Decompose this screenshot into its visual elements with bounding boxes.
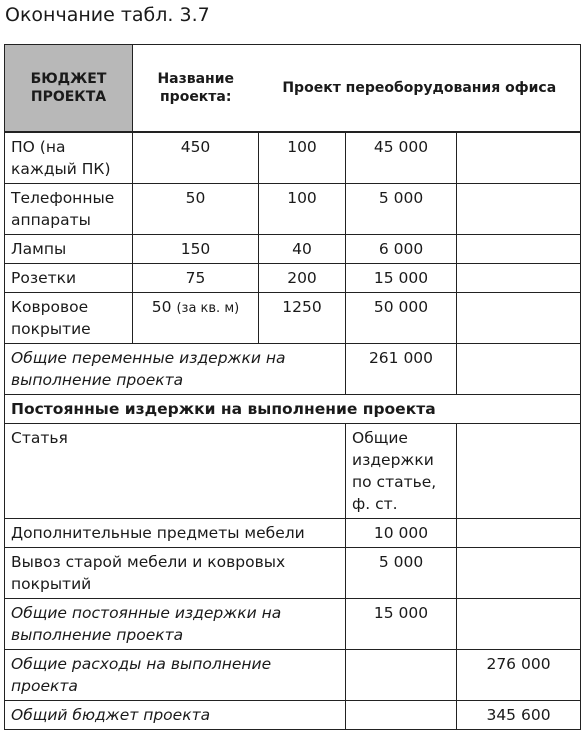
item-name: Розетки xyxy=(5,264,133,293)
table-header-row xyxy=(5,45,581,133)
item-qty: 50 xyxy=(133,184,259,235)
empty-cell xyxy=(457,235,581,264)
fixed-item-name: Вывоз старой мебели и ковровых покрытий xyxy=(5,548,346,599)
empty-cell xyxy=(457,519,581,548)
item-name: Лампы xyxy=(5,235,133,264)
fixed-section-row xyxy=(5,395,581,424)
fixed-item-value: 10 000 xyxy=(346,519,457,548)
item-qty xyxy=(133,293,259,344)
fixed-total-row xyxy=(5,599,581,650)
item-price: 40 xyxy=(259,235,346,264)
item-total: 15 000 xyxy=(346,264,457,293)
project-name: Проект переоборудования офиса xyxy=(259,45,581,133)
empty-cell xyxy=(457,344,581,395)
variable-total-value: 261 000 xyxy=(346,344,457,395)
fixed-total-label: Общие постоянные издержки на выполнение проекта xyxy=(5,599,346,650)
qty-value: 50 xyxy=(151,298,172,316)
total-expenses-label: Общие расходы на выполнение проекта xyxy=(5,650,346,701)
table-row xyxy=(5,548,581,599)
table-row xyxy=(5,264,581,293)
empty-cell xyxy=(457,424,581,519)
fixed-item-value: 5 000 xyxy=(346,548,457,599)
table-row xyxy=(5,184,581,235)
variable-total-row xyxy=(5,344,581,395)
empty-cell xyxy=(457,548,581,599)
budget-table xyxy=(4,44,581,730)
table-row xyxy=(5,293,581,344)
total-budget-value: 345 600 xyxy=(457,701,581,730)
item-price: 100 xyxy=(259,184,346,235)
empty-cell xyxy=(457,599,581,650)
variable-total-label: Общие переменные издержки на выполнение проекта xyxy=(5,344,346,395)
fixed-item-name: Дополнительные предметы мебели xyxy=(5,519,346,548)
item-price: 100 xyxy=(259,132,346,184)
table-row xyxy=(5,132,581,184)
table-row xyxy=(5,519,581,548)
item-name: Телефонные аппараты xyxy=(5,184,133,235)
item-total: 6 000 xyxy=(346,235,457,264)
empty-cell xyxy=(457,293,581,344)
total-expenses-value: 276 000 xyxy=(457,650,581,701)
item-price: 1250 xyxy=(259,293,346,344)
table-caption: Окончание табл. 3.7 xyxy=(5,4,210,26)
fixed-section-title: Постоянные издержки на выполнение проекта xyxy=(5,395,581,424)
item-qty: 75 xyxy=(133,264,259,293)
total-budget-label: Общий бюджет проекта xyxy=(5,701,346,730)
fixed-total-value: 15 000 xyxy=(346,599,457,650)
empty-cell xyxy=(457,184,581,235)
item-name: Ковровое покрытие xyxy=(5,293,133,344)
fixed-item-label: Статья xyxy=(5,424,346,519)
qty-note: (за кв. м) xyxy=(176,301,240,316)
fixed-cost-label: Общие издержки по статье, ф. ст. xyxy=(346,424,457,519)
item-qty: 150 xyxy=(133,235,259,264)
empty-cell xyxy=(457,264,581,293)
item-total: 50 000 xyxy=(346,293,457,344)
budget-label: БЮДЖЕТ ПРОЕКТА xyxy=(5,45,133,133)
item-total: 45 000 xyxy=(346,132,457,184)
item-price: 200 xyxy=(259,264,346,293)
total-budget-row xyxy=(5,701,581,730)
project-name-label: Название проекта: xyxy=(133,45,259,133)
empty-cell xyxy=(346,650,457,701)
empty-cell xyxy=(457,132,581,184)
item-qty: 450 xyxy=(133,132,259,184)
fixed-header-row xyxy=(5,424,581,519)
total-expenses-row xyxy=(5,650,581,701)
empty-cell xyxy=(346,701,457,730)
table-row xyxy=(5,235,581,264)
item-total: 5 000 xyxy=(346,184,457,235)
item-name: ПО (на каждый ПК) xyxy=(5,132,133,184)
